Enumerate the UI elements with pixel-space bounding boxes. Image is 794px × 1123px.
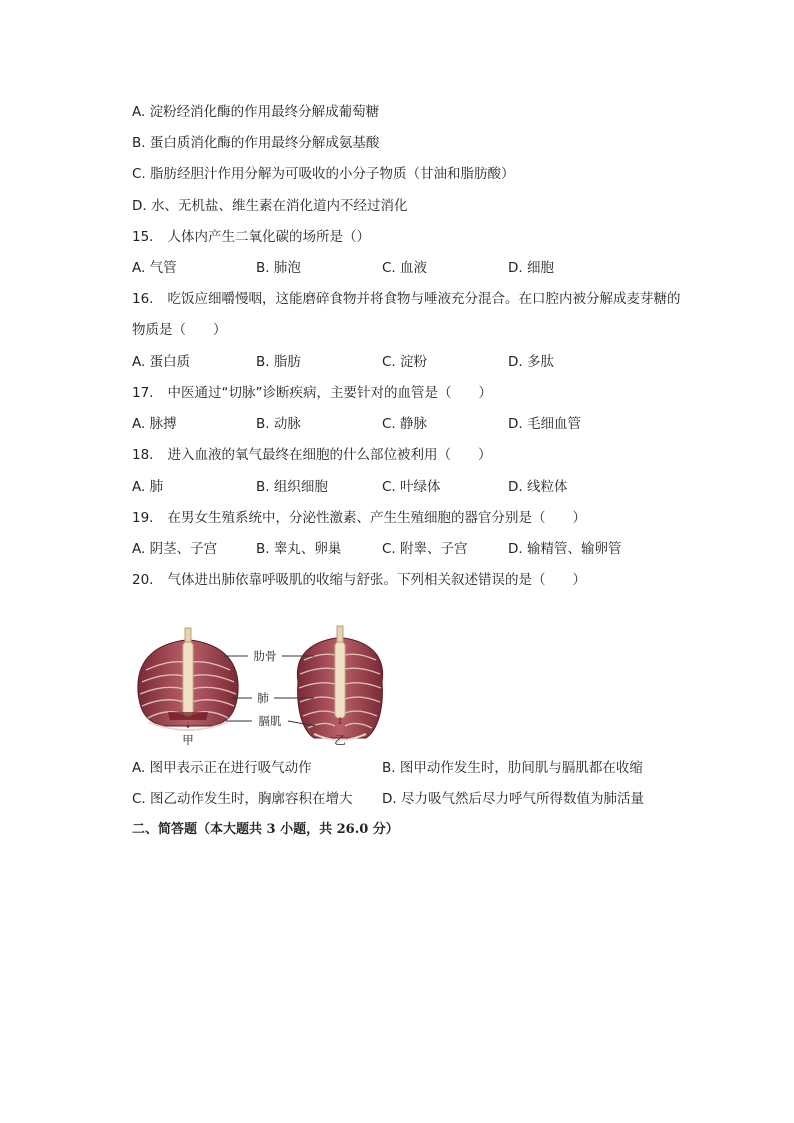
question-stem: 中医通过“切脉”诊断疾病，主要针对的血管是（ ） xyxy=(167,385,492,401)
question-number: 15. xyxy=(132,229,154,245)
option-b: B. 组织细胞 xyxy=(256,479,328,495)
option-a: A. 肺 xyxy=(132,479,164,495)
option-d: D. 尽力吸气然后尽力呼气所得数值为肺活量 xyxy=(382,791,644,807)
q14-option-d: D. 水、无机盐、维生素在消化道内不经过消化 xyxy=(132,198,408,214)
option-c: C. 图乙动作发生时，胸廓容积在增大 xyxy=(132,791,353,807)
option-b: B. 动脉 xyxy=(256,416,301,432)
question-16-stem-continued: 物质是（ ） xyxy=(132,322,227,338)
option-d: D. 线粒体 xyxy=(508,479,568,495)
option-a: A. 图甲表示正在进行吸气动作 xyxy=(132,760,312,776)
question-15 xyxy=(132,228,370,246)
label-yi: 乙 xyxy=(334,733,346,747)
question-number: 18. xyxy=(132,447,154,463)
option-d: D. 多肽 xyxy=(508,354,554,370)
option-a: A. 阴茎、子宫 xyxy=(132,541,218,557)
option-c: C. 静脉 xyxy=(382,416,428,432)
question-number: 17. xyxy=(132,385,154,401)
question-19 xyxy=(132,509,586,527)
question-18 xyxy=(132,446,491,464)
arrow-updown-icon: ⇕ xyxy=(336,717,344,727)
option-b: B. 脂肪 xyxy=(256,354,301,370)
label-diaphragm: 膈肌 xyxy=(258,714,282,728)
option-c: C. 淀粉 xyxy=(382,354,428,370)
question-20 xyxy=(132,571,586,589)
section-heading: 二、简答题（本大题共 3 小题，共 26.0 分） xyxy=(132,822,399,837)
option-d: D. 毛细血管 xyxy=(508,416,581,432)
question-stem: 气体进出肺依靠呼吸肌的收缩与舒张。下列相关叙述错误的是（ ） xyxy=(167,572,586,588)
question-stem: 吃饭应细嚼慢咽，这能磨碎食物并将食物与唾液充分混合。在口腔内被分解成麦芽糖的 xyxy=(167,291,681,307)
question-stem: 人体内产生二氧化碳的场所是（） xyxy=(167,229,370,245)
option-d: D. 输精管、输卵管 xyxy=(508,541,622,557)
ribcage-figure xyxy=(128,622,428,750)
option-c: C. 叶绿体 xyxy=(382,479,441,495)
option-d: D. 细胞 xyxy=(508,260,554,276)
arrow-down-icon: ↓ xyxy=(184,721,192,730)
option-b: B. 睾丸、卵巢 xyxy=(256,541,342,557)
option-a: A. 气管 xyxy=(132,260,177,276)
question-stem: 进入血液的氧气最终在细胞的什么部位被利用（ ） xyxy=(167,447,492,463)
question-number: 19. xyxy=(132,510,154,526)
question-17 xyxy=(132,384,492,402)
option-a: A. 脉搏 xyxy=(132,416,177,432)
q14-option-b: B. 蛋白质消化酶的作用最终分解成氨基酸 xyxy=(132,135,380,151)
label-rib: 肋骨 xyxy=(253,649,277,663)
q14-option-c: C. 脂肪经胆汁作用分解为可吸收的小分子物质（甘油和脂肪酸） xyxy=(132,166,515,182)
label-jia: 甲 xyxy=(182,733,194,747)
option-c: C. 附睾、子宫 xyxy=(382,541,468,557)
label-lung: 肺 xyxy=(257,691,269,705)
option-b: B. 肺泡 xyxy=(256,260,301,276)
option-c: C. 血液 xyxy=(382,260,428,276)
question-16 xyxy=(132,290,680,308)
option-a: A. 蛋白质 xyxy=(132,354,191,370)
question-number: 20. xyxy=(132,572,154,588)
option-b: B. 图甲动作发生时，肋间肌与膈肌都在收缩 xyxy=(382,760,643,776)
ribcage-jia-image xyxy=(138,628,238,730)
q14-option-a: A. 淀粉经消化酶的作用最终分解成葡萄糖 xyxy=(132,104,380,120)
question-number: 16. xyxy=(132,291,154,307)
question-stem: 在男女生殖系统中，分泌性激素、产生生殖细胞的器官分别是（ ） xyxy=(167,510,586,526)
